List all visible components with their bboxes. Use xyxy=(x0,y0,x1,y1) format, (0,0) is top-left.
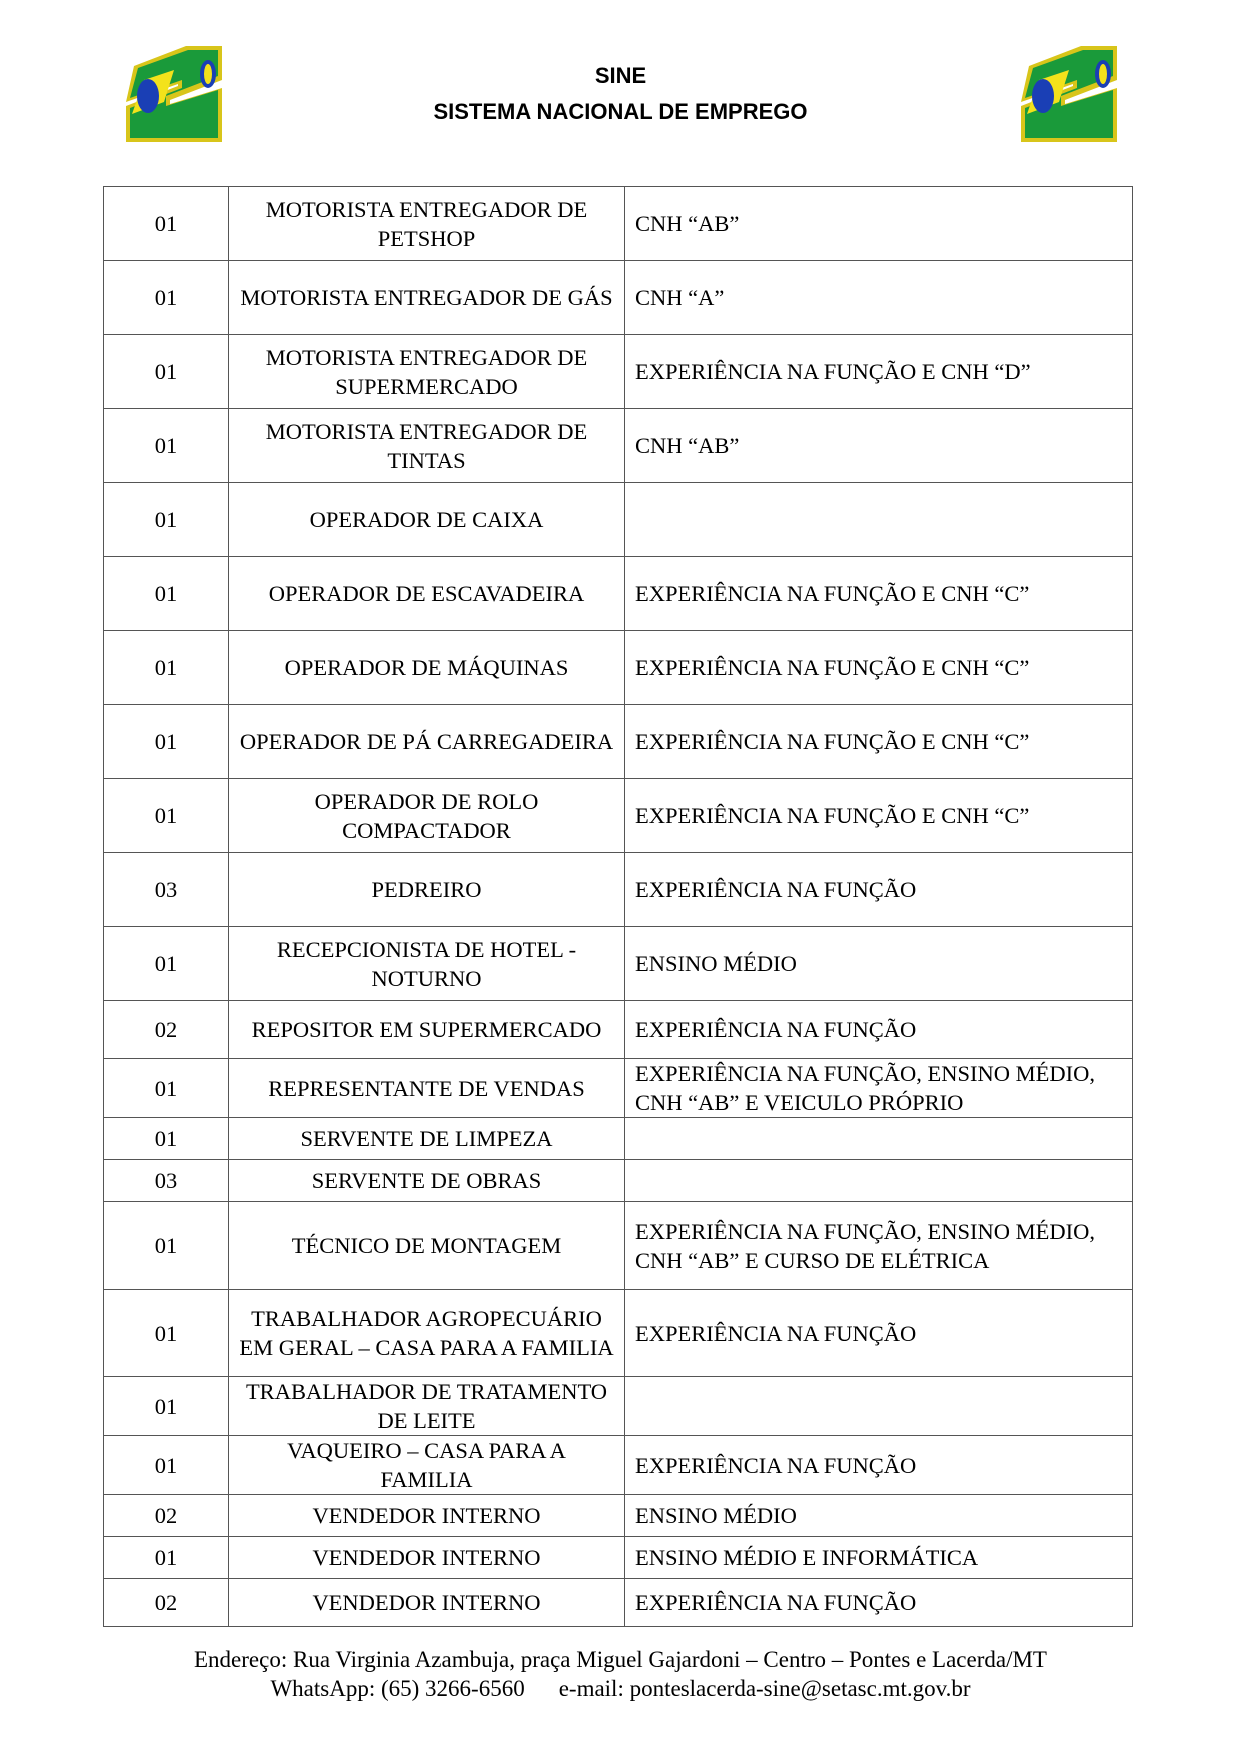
vacancy-count: 01 xyxy=(104,631,229,705)
job-title: PEDREIRO xyxy=(229,853,625,927)
vacancy-count: 01 xyxy=(104,557,229,631)
vacancy-count: 01 xyxy=(104,927,229,1001)
vacancy-count: 01 xyxy=(104,261,229,335)
document-header xyxy=(0,58,1241,130)
table-row xyxy=(104,1059,1133,1118)
vacancy-count: 01 xyxy=(104,779,229,853)
job-requirements: EXPERIÊNCIA NA FUNÇÃO xyxy=(625,853,1133,927)
vacancy-count: 01 xyxy=(104,1377,229,1436)
table-row xyxy=(104,1001,1133,1059)
job-requirements: ENSINO MÉDIO xyxy=(625,927,1133,1001)
table-row xyxy=(104,1202,1133,1290)
vacancy-count: 02 xyxy=(104,1579,229,1627)
table-row xyxy=(104,779,1133,853)
job-title: MOTORISTA ENTREGADOR DE SUPERMERCADO xyxy=(229,335,625,409)
vacancy-count: 01 xyxy=(104,1202,229,1290)
vacancy-count: 01 xyxy=(104,1290,229,1377)
table-row xyxy=(104,1290,1133,1377)
footer-email[interactable]: e-mail: ponteslacerda-sine@setasc.mt.gov.br xyxy=(558,1676,971,1701)
job-title: OPERADOR DE PÁ CARREGADEIRA xyxy=(229,705,625,779)
job-requirements: EXPERIÊNCIA NA FUNÇÃO xyxy=(625,1001,1133,1059)
job-requirements: EXPERIÊNCIA NA FUNÇÃO E CNH “C” xyxy=(625,557,1133,631)
job-requirements xyxy=(625,1377,1133,1436)
job-title: OPERADOR DE CAIXA xyxy=(229,483,625,557)
job-requirements: EXPERIÊNCIA NA FUNÇÃO xyxy=(625,1290,1133,1377)
job-title: OPERADOR DE ESCAVADEIRA xyxy=(229,557,625,631)
job-title: REPRESENTANTE DE VENDAS xyxy=(229,1059,625,1118)
job-title: MOTORISTA ENTREGADOR DE GÁS xyxy=(229,261,625,335)
footer-address: Endereço: Rua Virginia Azambuja, praça Miguel Gajardoni – Centro – Pontes e Lacerda/MT xyxy=(194,1647,1047,1672)
header-title: SINE xyxy=(594,63,647,88)
table-row xyxy=(104,409,1133,483)
job-requirements xyxy=(625,483,1133,557)
job-requirements: EXPERIÊNCIA NA FUNÇÃO xyxy=(625,1436,1133,1495)
job-title: RECEPCIONISTA DE HOTEL - NOTURNO xyxy=(229,927,625,1001)
table-row xyxy=(104,1160,1133,1202)
document-footer xyxy=(0,1645,1241,1703)
job-requirements: EXPERIÊNCIA NA FUNÇÃO E CNH “C” xyxy=(625,631,1133,705)
vacancy-count: 02 xyxy=(104,1001,229,1059)
vacancy-count: 01 xyxy=(104,1537,229,1579)
job-title: VENDEDOR INTERNO xyxy=(229,1495,625,1537)
vacancy-count: 03 xyxy=(104,853,229,927)
job-requirements xyxy=(625,1118,1133,1160)
table-row xyxy=(104,1579,1133,1627)
job-title: SERVENTE DE LIMPEZA xyxy=(229,1118,625,1160)
job-requirements: EXPERIÊNCIA NA FUNÇÃO, ENSINO MÉDIO, CNH “AB” E VEICULO PRÓPRIO xyxy=(625,1059,1133,1118)
job-requirements: ENSINO MÉDIO xyxy=(625,1495,1133,1537)
table-row xyxy=(104,483,1133,557)
table-row xyxy=(104,261,1133,335)
vacancy-count: 01 xyxy=(104,1059,229,1118)
job-title: TRABALHADOR DE TRATAMENTO DE LEITE xyxy=(229,1377,625,1436)
job-requirements: CNH “AB” xyxy=(625,187,1133,261)
job-title: OPERADOR DE MÁQUINAS xyxy=(229,631,625,705)
vacancy-count: 01 xyxy=(104,705,229,779)
table-row xyxy=(104,705,1133,779)
table-row xyxy=(104,187,1133,261)
job-requirements xyxy=(625,1160,1133,1202)
table-row xyxy=(104,557,1133,631)
table-row xyxy=(104,853,1133,927)
vacancy-count: 01 xyxy=(104,1118,229,1160)
table-row xyxy=(104,335,1133,409)
job-title: MOTORISTA ENTREGADOR DE PETSHOP xyxy=(229,187,625,261)
job-title: VENDEDOR INTERNO xyxy=(229,1579,625,1627)
vacancy-count: 01 xyxy=(104,335,229,409)
job-title: VENDEDOR INTERNO xyxy=(229,1537,625,1579)
job-openings-table xyxy=(103,186,1133,1627)
job-requirements: ENSINO MÉDIO E INFORMÁTICA xyxy=(625,1537,1133,1579)
job-title: MOTORISTA ENTREGADOR DE TINTAS xyxy=(229,409,625,483)
vacancy-count: 01 xyxy=(104,409,229,483)
job-requirements: EXPERIÊNCIA NA FUNÇÃO, ENSINO MÉDIO, CNH “AB” E CURSO DE ELÉTRICA xyxy=(625,1202,1133,1290)
vacancy-count: 03 xyxy=(104,1160,229,1202)
job-title: OPERADOR DE ROLO COMPACTADOR xyxy=(229,779,625,853)
job-requirements: CNH “A” xyxy=(625,261,1133,335)
job-requirements: EXPERIÊNCIA NA FUNÇÃO xyxy=(625,1579,1133,1627)
table-row xyxy=(104,1436,1133,1495)
footer-contact xyxy=(0,1674,1241,1703)
table-row xyxy=(104,1537,1133,1579)
header-subtitle: SISTEMA NACIONAL DE EMPREGO xyxy=(433,99,808,124)
table-row xyxy=(104,631,1133,705)
vacancy-count: 01 xyxy=(104,483,229,557)
job-title: TRABALHADOR AGROPECUÁRIO EM GERAL – CASA PARA A FAMILIA xyxy=(229,1290,625,1377)
job-title: TÉCNICO DE MONTAGEM xyxy=(229,1202,625,1290)
table-row xyxy=(104,1377,1133,1436)
job-requirements: EXPERIÊNCIA NA FUNÇÃO E CNH “C” xyxy=(625,779,1133,853)
vacancy-count: 01 xyxy=(104,187,229,261)
job-requirements: CNH “AB” xyxy=(625,409,1133,483)
job-requirements: EXPERIÊNCIA NA FUNÇÃO E CNH “C” xyxy=(625,705,1133,779)
job-title: REPOSITOR EM SUPERMERCADO xyxy=(229,1001,625,1059)
vacancy-count: 01 xyxy=(104,1436,229,1495)
footer-whatsapp: WhatsApp: (65) 3266-6560 xyxy=(270,1676,525,1701)
job-title: VAQUEIRO – CASA PARA A FAMILIA xyxy=(229,1436,625,1495)
job-requirements: EXPERIÊNCIA NA FUNÇÃO E CNH “D” xyxy=(625,335,1133,409)
table-row xyxy=(104,1118,1133,1160)
job-title: SERVENTE DE OBRAS xyxy=(229,1160,625,1202)
table-row xyxy=(104,1495,1133,1537)
vacancy-count: 02 xyxy=(104,1495,229,1537)
table-row xyxy=(104,927,1133,1001)
